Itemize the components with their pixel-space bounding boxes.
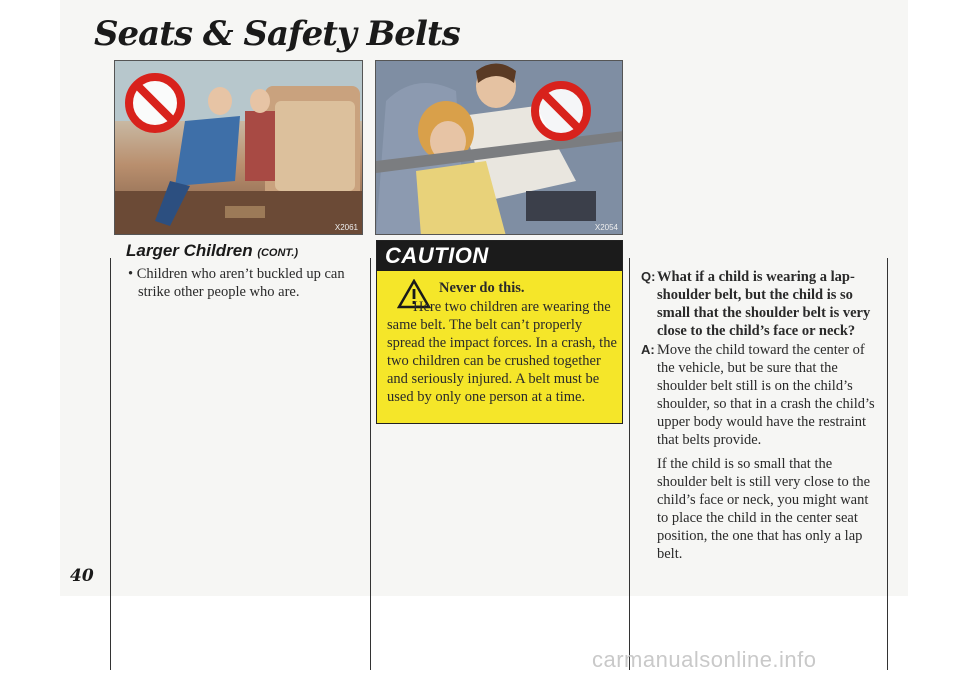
faq-block (641, 268, 881, 563)
question-marker: Q: (641, 269, 656, 284)
answer-continued: If the child is so small that the shoulder belt is still very close to the child’s face or neck, you might want to place the child in the center seat position, the one that has only a lap belt. (657, 456, 871, 562)
photo-code: X2061 (334, 223, 358, 232)
photo-children-sharing-belt (375, 60, 623, 235)
answer-text: Move the child toward the center of the vehicle, but be sure that the shoulder belt still is on the child’s shoulder, so that in a crash the child’s upper body would have the restraint that belts provide. (657, 342, 875, 448)
page-number: 40 (70, 566, 94, 586)
prohibition-icon (531, 81, 591, 141)
prohibition-icon (125, 73, 185, 133)
section-heading (126, 241, 298, 261)
bullet-item: • Children who aren’t buckled up can strike other people who are. (128, 266, 345, 300)
watermark: carmanualsonline.info (592, 647, 817, 672)
section-heading-text: Larger Children (126, 241, 253, 260)
page-title: Seats & Safety Belts (94, 14, 460, 54)
column-divider (370, 258, 371, 670)
faq-answer (641, 341, 881, 449)
caution-lead: Never do this. (439, 280, 525, 296)
caution-text: Here two children are wearing the same belt. The belt can’t properly spread the impact forces. In a crash, the two children can be crushed together and seriously injured. A belt must be used by only one person at a time. (387, 299, 617, 405)
caution-box (376, 240, 623, 424)
faq-question (641, 268, 881, 340)
column-divider (887, 258, 888, 670)
caution-header: CAUTION (377, 241, 622, 271)
photo-child-unbuckled (114, 60, 363, 235)
section-heading-suffix: (CONT.) (257, 247, 299, 259)
column-divider (629, 258, 630, 670)
column-divider (110, 258, 111, 670)
photo-illustration (376, 61, 623, 235)
answer-marker: A: (641, 342, 655, 357)
photo-code: X2054 (594, 223, 618, 232)
question-text: What if a child is wearing a lap-shoulder belt, but the child is so small that the shoulder belt is very close to the child’s face or neck? (657, 269, 871, 339)
